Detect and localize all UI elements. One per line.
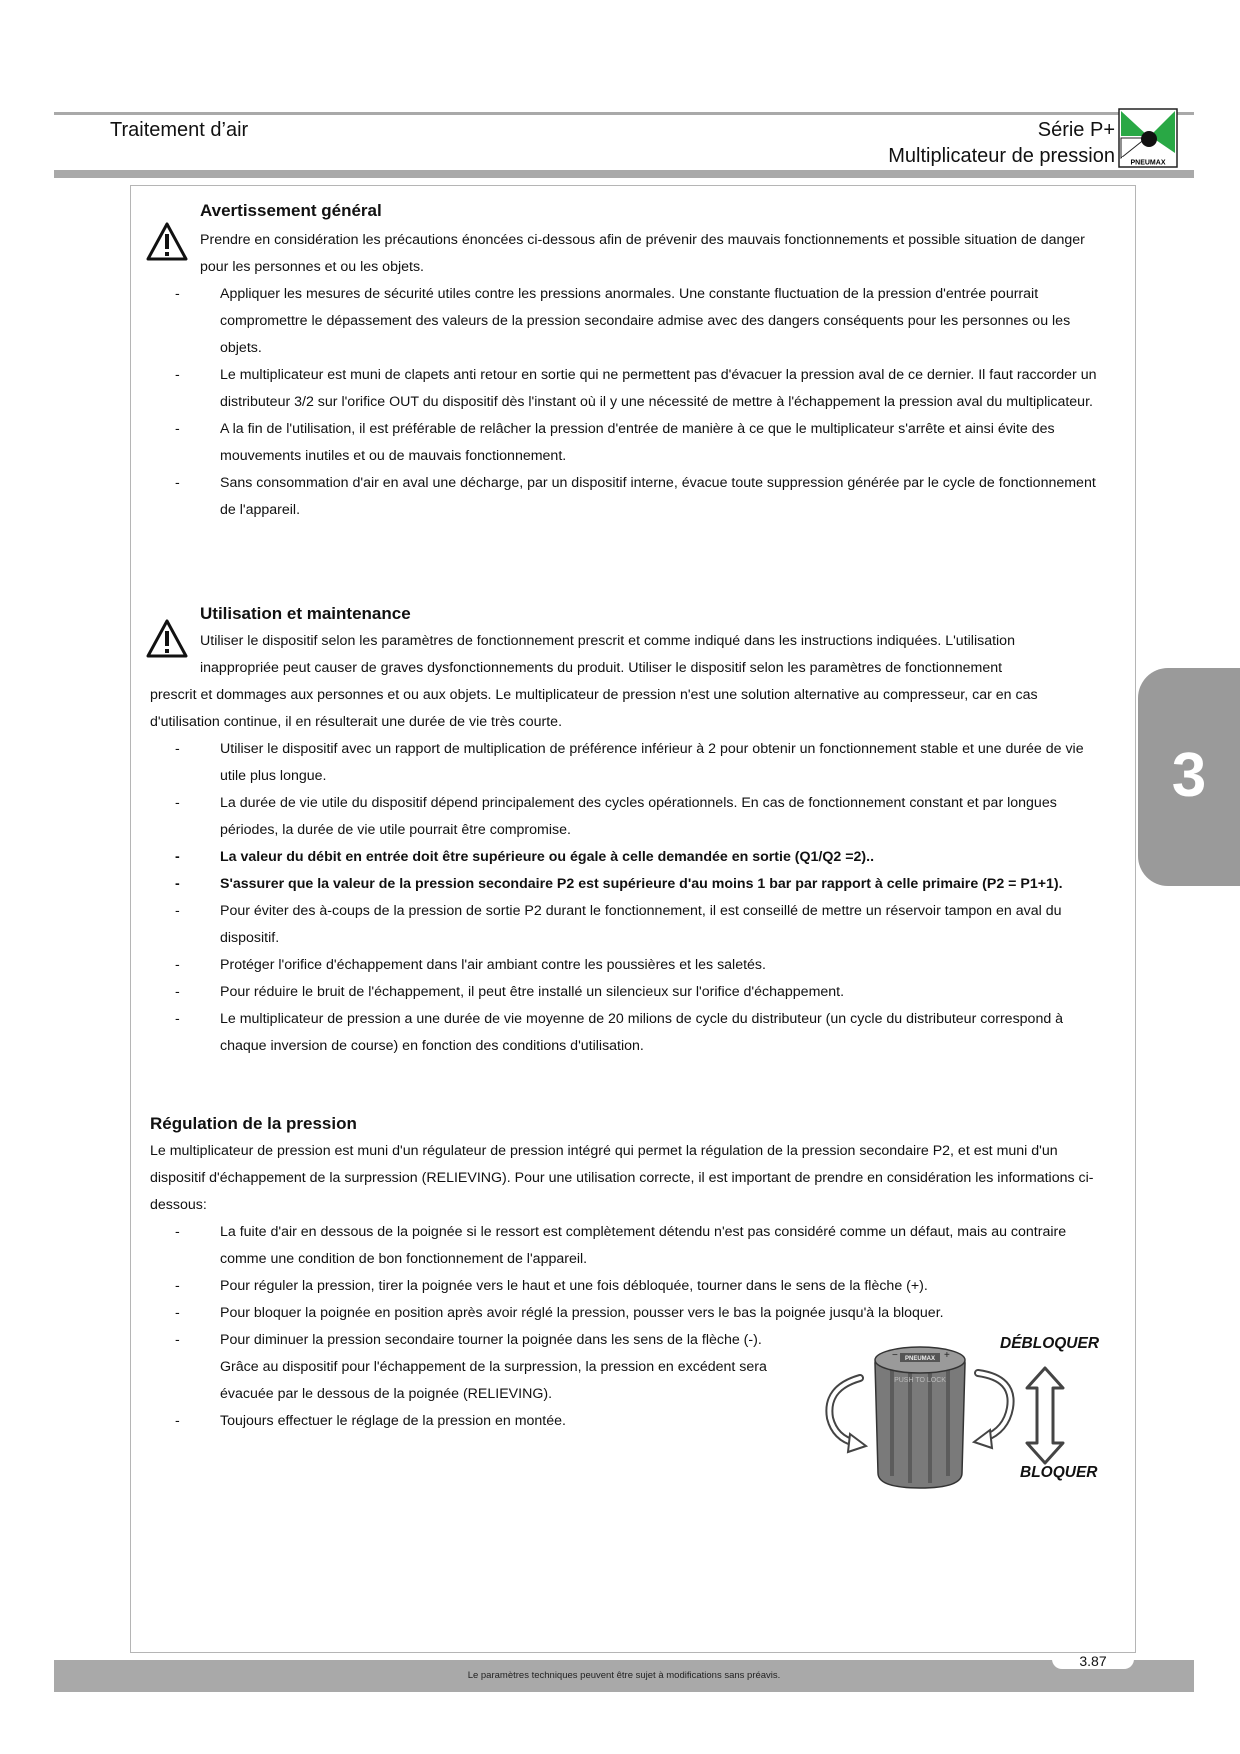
knob-minus: − [892,1350,898,1361]
usage-intro-line1: Utiliser le dispositif selon les paramètres de fonctionnement prescrit et comme indiqué dans les instructions indiquées. L'utilisation [200,633,1015,649]
warning-intro: Prendre en considération les précautions énoncées ci-dessous afin de prévenir des mauvais fonctionnements et possible situation de danger pour les personnes et ou les objets. [200,232,1085,275]
knob-body [875,1347,965,1488]
header-rule [54,112,1194,115]
list-item: - Pour réguler la pression, tirer la poignée vers le haut et une fois débloquée, tourner dans le sens de la flèche (+). [175,1278,928,1294]
series-title: Série P+ [1037,119,1115,141]
list-item: - Toujours effectuer le réglage de la pression en montée. [175,1413,566,1429]
usage-intro-line2: inappropriée peut causer de graves dysfonctionnements du produit. Utiliser le dispositif selon les paramètres de fonctionnement [200,660,1003,676]
header-title: Traitement d’air [110,119,249,141]
warning-list [150,281,1100,524]
footer-note: Le paramètres techniques peuvent être sujet à modifications sans préavis. [467,1670,781,1681]
rotate-left-arrow-icon [829,1378,866,1452]
warning-icon [146,221,188,263]
header-bar [54,170,1194,178]
list-item: - Protéger l'orifice d'échappement dans l'air ambiant contre les poussières et les saletés. [175,957,766,973]
knob-brand: PNEUMAX [904,1356,936,1362]
regulator-knob-illustration [820,1338,1080,1490]
usage-intro-rest: prescrit et dommages aux personnes et ou aux objets. Le multiplicateur de pression n'est une solution alternative au compresseur, car en cas d'utilisation continue, il en résulterait une durée de vie très courte. [150,687,1038,730]
knob-push-text: PUSH TO LOCK [894,1377,946,1384]
list-item: - La valeur du débit en entrée doit être supérieure ou égale à celle demandée en sortie (Q1/Q2 =2).. [175,849,875,865]
list-item: - A la fin de l'utilisation, il est préférable de relâcher la pression d'entrée de manière à ce que le multiplicateur s'arrête et ainsi évite des mouvements inutiles et ou de mauvais fonctionnement. [175,421,1055,464]
regulation-list-top [150,1219,1100,1327]
knob-plus: + [944,1350,950,1361]
regulation-intro: Le multiplicateur de pression est muni d'un régulateur de pression intégré qui permet la régulation de la pression secondaire P2, et est muni d'un dispositif d'échappement de la surpression (RELIEVING). Pour une utilisation correcte, il est important de prendre en considération les informations ci-dessous: [150,1143,1094,1213]
page-number: 3.87 [1052,1653,1134,1669]
list-item: - Appliquer les mesures de sécurité utiles contre les pressions anormales. Une constante fluctuation de la pression d'entrée pourrait compromettre le dépassement des valeurs de la pression secondaire admise avec des dangers conséquents pour les personnes ou les objets. [175,286,1071,356]
logo-text: PNEUMAX [1130,159,1166,167]
list-item: - La fuite d'air en dessous de la poignée si le ressort est complètement détendu n'est pas considéré comme un défaut, mais au contraire comme une condition de bon fonctionnement de l'appareil. [175,1224,1067,1267]
list-item: - Pour bloquer la poignée en position après avoir réglé la pression, pousser vers le bas la poignée jusqu'à la bloquer. [175,1305,944,1321]
section-title-regulation: Régulation de la pression [150,1114,357,1133]
list-item: - Sans consommation d'air en aval une décharge, par un dispositif interne, évacue toute suppression générée par le cycle de fonctionnement de l'appareil. [175,475,1096,518]
list-item: - La durée de vie utile du dispositif dépend principalement des cycles opérationnels. En cas de fonctionnement constant et par longues périodes, la durée de vie utile pourrait être compromise. [175,795,1057,838]
unlock-label: DÉBLOQUER [1000,1335,1100,1352]
list-item: - Le multiplicateur est muni de clapets anti retour en sortie qui ne permettent pas d'évacuer la pression aval de ce dernier. Il faut raccorder un distributeur 3/2 sur l'orifice OUT du dispositif dès l'instant où il y une nécessité de mettre à l'échappement la pression aval du multiplicateur. [175,367,1097,410]
product-subtitle: Multiplicateur de pression [888,145,1115,167]
usage-list [150,736,1100,1060]
list-item: - Le multiplicateur de pression a une durée de vie moyenne de 20 milions de cycle du distributeur (un cycle du distributeur correspond à chaque inversion de course) en fonction des conditions d'utilisation. [175,1011,1064,1054]
list-item: - Pour éviter des à-coups de la pression de sortie P2 durant le fonctionnement, il est conseillé de mettre un réservoir tampon en aval du dispositif. [175,903,1062,946]
list-item: - S'assurer que la valeur de la pression secondaire P2 est supérieure d'au moins 1 bar par rapport à celle primaire (P2 = P1+1). [175,876,1063,892]
regulation-list-bottom [150,1327,800,1435]
warning-icon [146,618,188,660]
section-title-usage: Utilisation et maintenance [200,604,411,623]
pneumax-logo [1118,108,1178,168]
chapter-number: 3 [1171,741,1207,810]
rotate-right-arrow-icon [974,1373,1011,1448]
section-title-warning: Avertissement général [200,201,382,220]
list-item: - Utiliser le dispositif avec un rapport de multiplication de préférence inférieur à 2 pour obtenir un fonctionnement stable et une durée de vie utile plus longue. [175,741,1084,784]
lock-label: BLOQUER [1020,1464,1098,1481]
list-item: - Pour réduire le bruit de l'échappement, il peut être installé un silencieux sur l'orifice d'échappement. [175,984,845,1000]
up-down-arrow-icon [1027,1368,1063,1463]
list-item: - Pour diminuer la pression secondaire tourner la poignée dans les sens de la flèche (-). Grâce au dispositif pour l'échappement de la surpression, la pression en excédent sera évacuée par le dessous de la poignée (RELIEVING). [175,1332,767,1402]
